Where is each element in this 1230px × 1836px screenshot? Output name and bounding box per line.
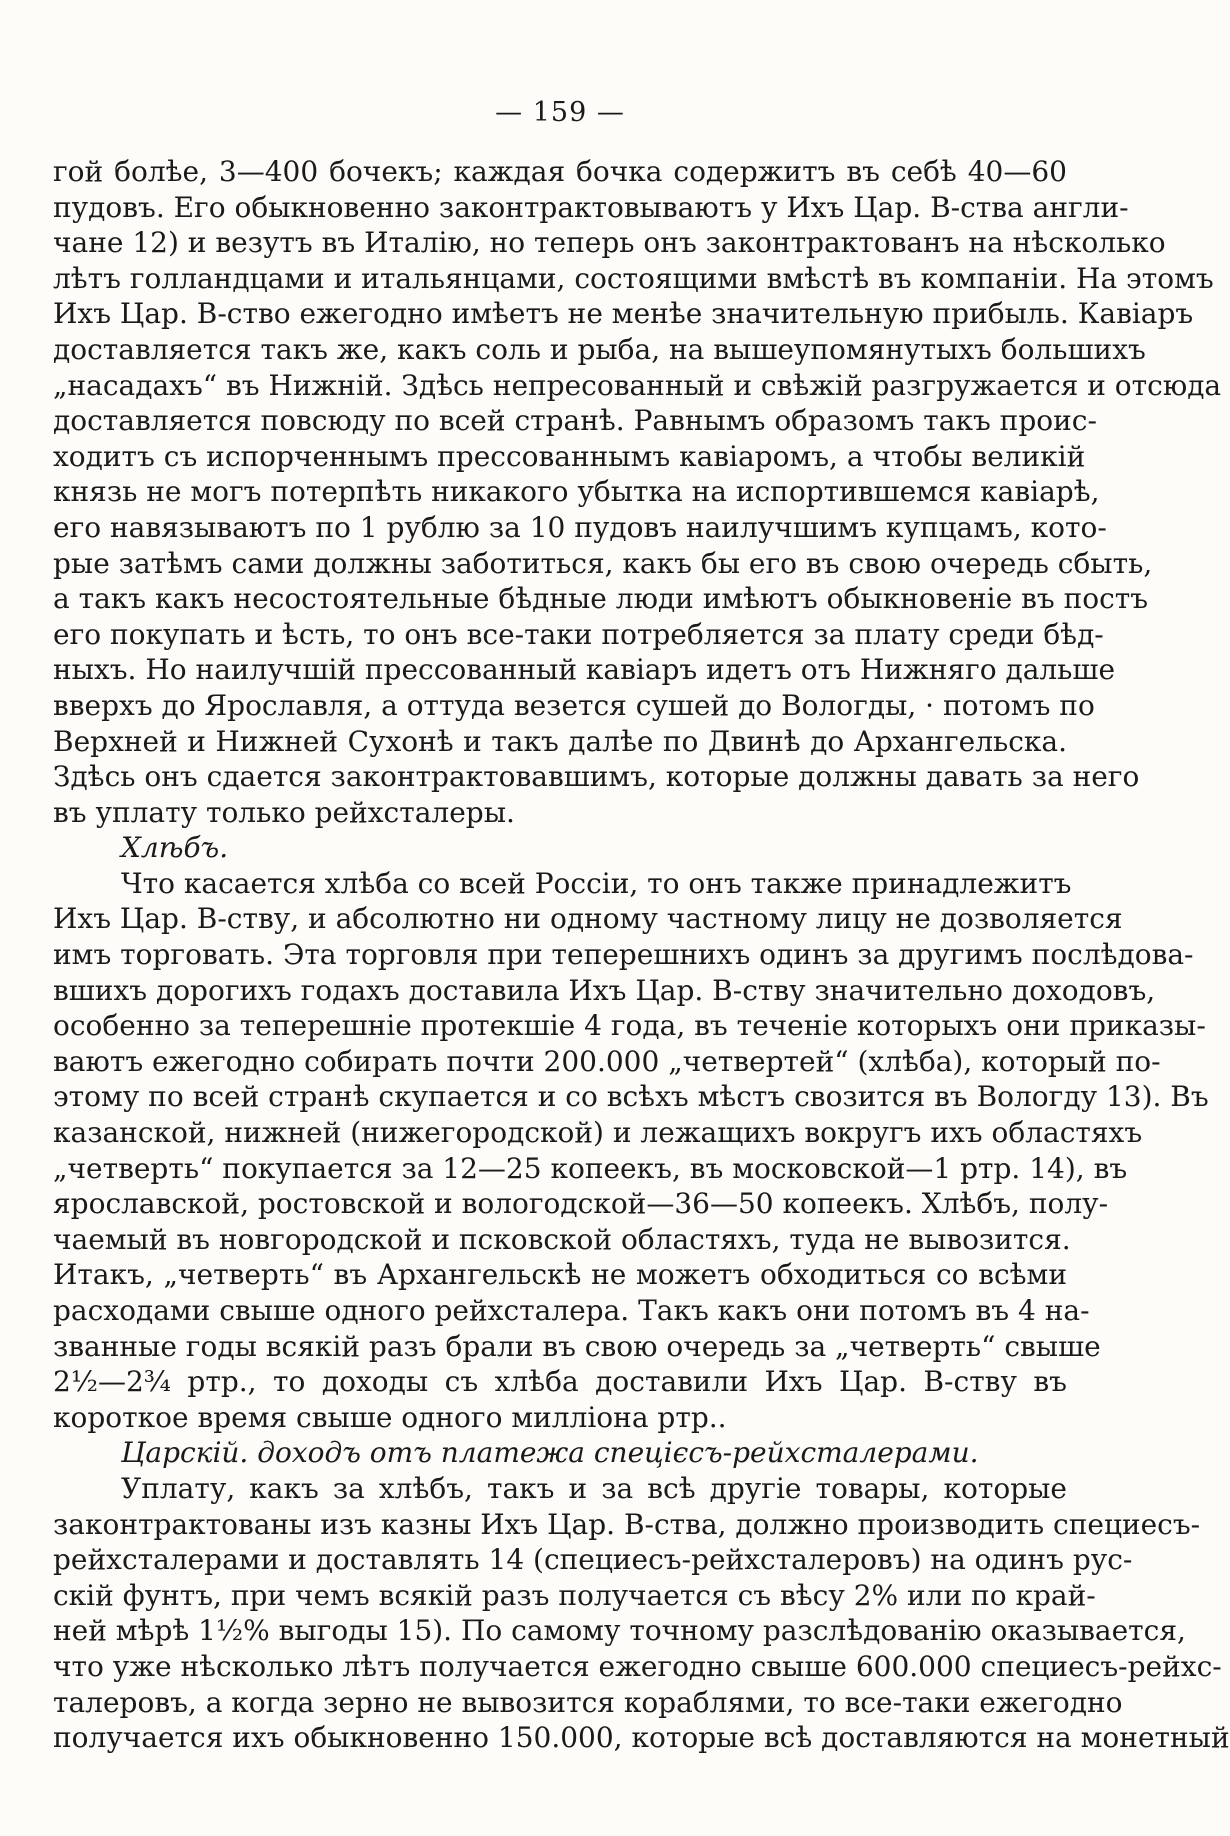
text-line: Итакъ, „четверть“ въ Архангельскѣ не можетъ обходиться со всѣми xyxy=(53,1258,1067,1292)
page-number: — 159 — xyxy=(495,97,625,128)
text-line: гой болѣе, 3—400 бочекъ; каждая бочка содержитъ въ себѣ 40—60 xyxy=(53,155,1067,188)
text-line: этому по всей странѣ скупается и со всѣхъ мѣстъ свозится въ Вологду 13). Въ xyxy=(53,1080,1209,1114)
text-line: ходитъ съ испорченнымъ прессованнымъ кавіаромъ, а чтобы великій xyxy=(53,439,1086,473)
text-line: 2½—2¾ ртр., то доходы съ хлѣба доставили Ихъ Цар. В-ству въ xyxy=(53,1365,1067,1399)
book-page xyxy=(53,96,1230,1756)
text-line: Уплату, какъ за хлѣбъ, такъ и за всѣ другіе товары, которые xyxy=(121,1471,1067,1505)
text-line: что уже нѣсколько лѣтъ получается ежегодно свыше 600.000 специесъ-рейхс- xyxy=(53,1649,1222,1683)
text-line: вверхъ до Ярославля, а оттуда везется сушей до Вологды, · потомъ по xyxy=(53,688,1095,722)
text-line: чане 12) и везутъ въ Италію, но теперь онъ законтрактованъ на нѣсколько xyxy=(53,226,1166,260)
text-line: чаемый въ новгородской и псковской областяхъ, туда не вывозится. xyxy=(53,1222,1071,1256)
text-line: вшихъ дорогихъ годахъ доставила Ихъ Цар. В-ству значительно доходовъ, xyxy=(53,973,1156,1007)
text-line: Здѣсь онъ сдается законтрактовавшимъ, которые должны давать за него xyxy=(53,760,1140,794)
text-line: рейхсталерами и доставлять 14 (специесъ-рейхсталеровъ) на одинъ рус- xyxy=(53,1543,1133,1577)
text-line: Верхней и Нижней Сухонѣ и такъ далѣе по Двинѣ до Архангельска. xyxy=(53,724,1067,758)
text-line: короткое время свыше одного милліона ртр.. xyxy=(53,1400,727,1434)
text-line: а такъ какъ несостоятельные бѣдные люди имѣютъ обыкновеніе въ постъ xyxy=(53,582,1149,616)
text-line: скій фунтъ, при чемъ всякій разъ получается съ вѣсу 2% или по край- xyxy=(53,1578,1096,1612)
text-line: ней мѣрѣ 1½% выгоды 15). По самому точному разслѣдованію оказывается, xyxy=(53,1614,1186,1648)
text-line: его покупать и ѣсть, то онъ все-таки потребляется за плату среди бѣд- xyxy=(53,617,1104,651)
text-line: званные годы всякій разъ брали въ свою очередь за „четверть“ свыше xyxy=(53,1329,1101,1363)
text-line: ныхъ. Но наилучшій прессованный кавіаръ идетъ отъ Нижняго дальше xyxy=(53,653,1116,687)
text-line: ваютъ ежегодно собирать почти 200.000 „четвертей“ (хлѣба), который по- xyxy=(53,1044,1161,1078)
text-line: талеровъ, а когда зерно не вывозится кораблями, то все-таки ежегодно xyxy=(53,1685,1123,1719)
body-text xyxy=(53,154,1230,1756)
text-line: князь не могъ потерпѣть никакого убытка на испортившемся кавіарѣ, xyxy=(53,475,1100,509)
text-line: „четверть“ покупается за 12—25 копеекъ, въ московской—1 ртр. 14), въ xyxy=(53,1151,1128,1185)
text-line: его навязываютъ по 1 рублю за 10 пудовъ наилучшимъ купцамъ, кото- xyxy=(53,510,1107,544)
text-line: Ихъ Цар. В-ство ежегодно имѣетъ не менѣе значительную прибыль. Кавіаръ xyxy=(53,297,1194,331)
text-line: казанской, нижней (нижегородской) и лежащихъ вокругъ ихъ областяхъ xyxy=(53,1116,1143,1150)
text-line: законтрактованы изъ казны Ихъ Цар. В-ства, должно производить специесъ- xyxy=(53,1507,1201,1541)
text-line: лѣтъ голландцами и итальянцами, состоящими вмѣстѣ въ компаніи. На этомъ xyxy=(53,261,1214,295)
text-line: Ихъ Цар. В-ству, и абсолютно ни одному частному лицу не дозволяется xyxy=(53,902,1123,936)
text-line: Что касается хлѣба со всей Россіи, то онъ также принадлежитъ xyxy=(121,866,1072,900)
text-line: въ уплату только рейхсталеры. xyxy=(53,795,515,829)
text-line: получается ихъ обыкновенно 150.000, которые всѣ доставляются на монетный xyxy=(53,1721,1230,1755)
text-line: доставляется такъ же, какъ соль и рыба, на вышеупомянутыхъ большихъ xyxy=(53,332,1146,366)
text-line: пудовъ. Его обыкновенно законтрактовываютъ у Ихъ Цар. В-ства англи- xyxy=(53,190,1129,224)
section-heading: Хлѣбъ. xyxy=(121,831,229,865)
text-line: особенно за теперешніе протекшіе 4 года, въ теченіе которыхъ они приказы- xyxy=(53,1009,1206,1043)
text-line: расходами свыше одного рейхсталера. Такъ какъ они потомъ въ 4 на- xyxy=(53,1294,1090,1327)
text-line: „насадахъ“ въ Нижній. Здѣсь непресованный и свѣжій разгружается и отсюда xyxy=(53,368,1222,402)
text-line: рые затѣмъ сами должны заботиться, какъ бы его въ свою очередь сбыть, xyxy=(53,546,1153,580)
text-line: доставляется повсюду по всей странѣ. Равнымъ образомъ такъ проис- xyxy=(53,404,1097,438)
text-line: ярославской, ростовской и вологодской—36—50 копеекъ. Хлѣбъ, полу- xyxy=(53,1187,1109,1221)
section-heading: Царскій. доходъ отъ платежа спецієсъ-рейхсталерами. xyxy=(121,1436,979,1470)
text-line: имъ торговать. Эта торговля при теперешнихъ одинъ за другимъ послѣдова- xyxy=(53,938,1194,972)
